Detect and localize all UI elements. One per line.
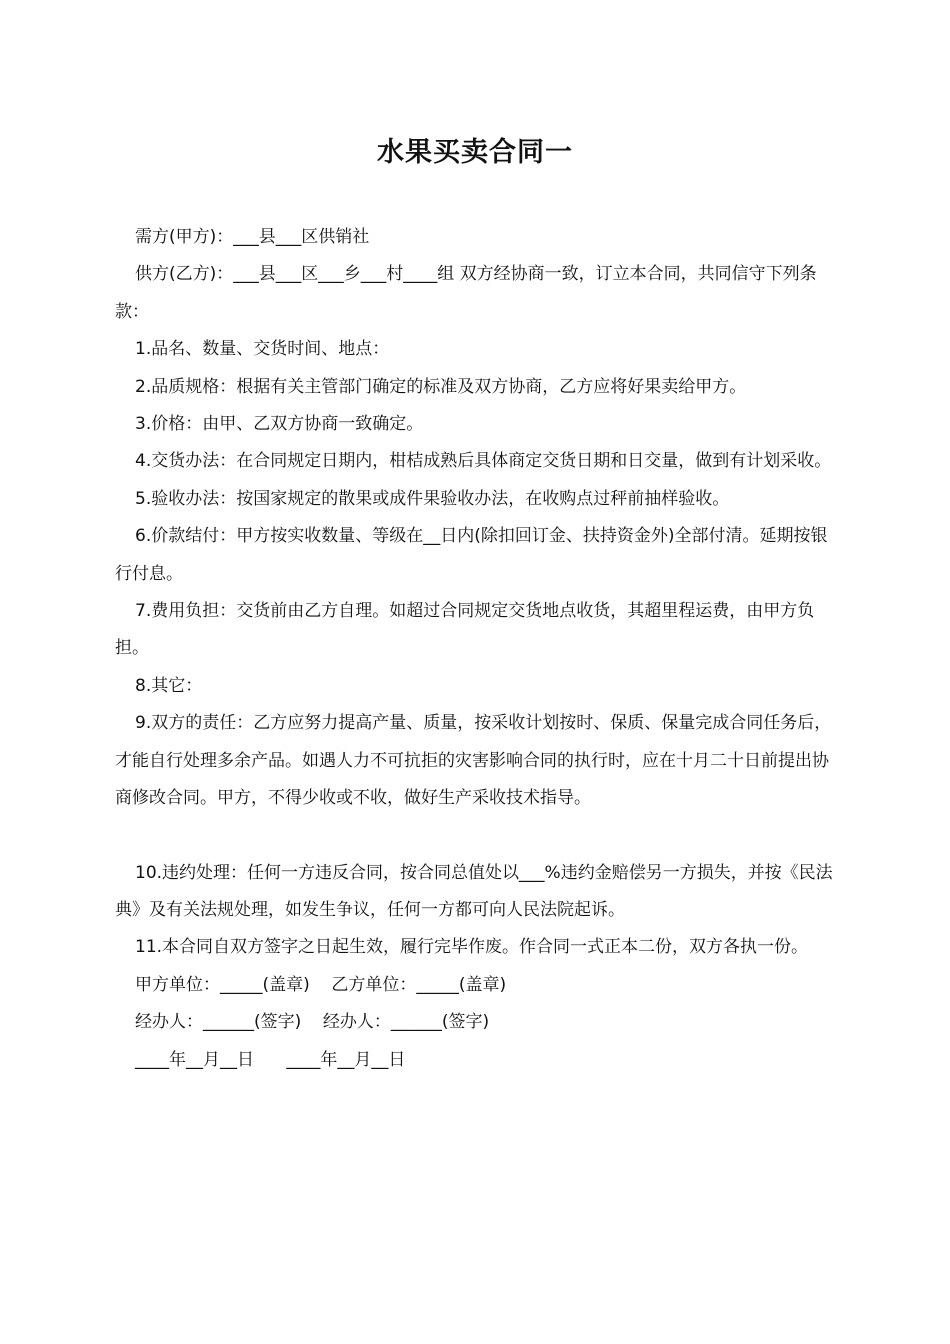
clause-6: 6.价款结付：甲方按实收数量、等级在__日内(除扣回订金、扶持资金外)全部付清。延期按银行付息。 — [115, 526, 828, 584]
signature-unit-line: 甲方单位：_____(盖章) 乙方单位：_____(盖章) — [135, 974, 507, 995]
signature-agent-line: 经办人：______(签字) 经办人：______(签字) — [135, 1012, 490, 1033]
document-title: 水果买卖合同一 — [377, 137, 573, 168]
clause-7: 7.费用负担：交货前由乙方自理。如超过合同规定交货地点收货，其超里程运费，由甲方负担。 — [115, 601, 815, 659]
clause-9: 9.双方的责任：乙方应努力提高产量、质量，按采收计划按时、保质、保量完成合同任务后，才能自行处理多余产品。如遇人力不可抗拒的灾害影响合同的执行时，应在十月二十日前提出协商修改合同。甲方，不得少收或不收，做好生产采收技术指导。 — [115, 713, 832, 809]
contract-body — [115, 219, 840, 1079]
clause-3: 3.价格：由甲、乙双方协商一致确定。 — [135, 414, 424, 435]
seller-line: 供方(乙方)：___县___区___乡___村____组 双方经协商一致，订立本合同，共同信守下列条款： — [115, 264, 817, 322]
paragraph-spacer — [115, 818, 840, 855]
buyer-line: 需方(甲方)：___县___区供销社 — [135, 227, 370, 247]
clause-1: 1.品名、数量、交货时间、地点： — [135, 339, 390, 360]
clause-8: 8.其它： — [135, 675, 203, 696]
clause-5: 5.验收办法：按国家规定的散果或成件果验收办法，在收购点过秤前抽样验收。 — [135, 488, 730, 509]
clause-11: 11.本合同自双方签字之日起生效，履行完毕作废。作合同一式正本二份，双方各执一份。 — [135, 937, 809, 958]
clause-2: 2.品质规格：根据有关主管部门确定的标准及双方协商，乙方应将好果卖给甲方。 — [135, 376, 747, 397]
signature-date-line: ____年__月__日 ____年__月__日 — [135, 1049, 406, 1070]
clause-10: 10.违约处理：任何一方违反合同，按合同总值处以___%违约金赔偿另一方损失，并按《民法典》及有关法规处理，如发生争议，任何一方都可向人民法院起诉。 — [115, 862, 833, 920]
clause-4: 4.交货办法：在合同规定日期内，柑桔成熟后具体商定交货日期和日交量，做到有计划采收。 — [135, 451, 832, 472]
